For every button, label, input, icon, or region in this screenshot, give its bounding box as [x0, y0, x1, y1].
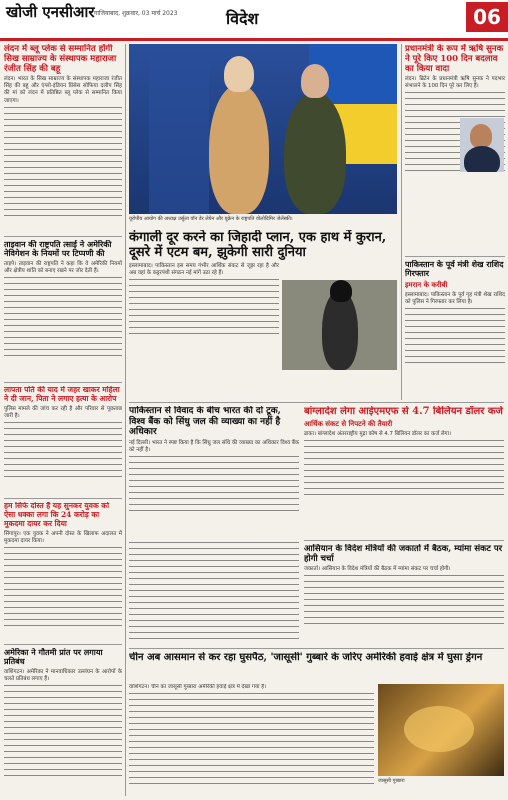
story-bangladesh [304, 406, 504, 536]
subheadline: इमरान के करीबी [405, 280, 448, 289]
story-body: वाशिंगटन। अमेरिका ने मानवाधिकार उल्लंघन के आरोपों के चलते प्रतिबंध लगाए हैं। [4, 668, 122, 683]
text-block [304, 440, 504, 500]
headline: लंदन में ब्लू प्लेक से सम्मानित होंगी सिख साम्राज्य के संस्थापक महाराजा रंजीत सिंह की बहू [4, 44, 117, 75]
photo-caption: यूरोपीय आयोग की अध्यक्ष उर्सुला वॉन डेर लेयेन और यूक्रेन के राष्ट्रपति वोलोदिमिर जेलेंस्की। [129, 216, 293, 222]
story-indus [129, 406, 299, 536]
divider [304, 540, 504, 541]
photo-leaders [129, 44, 397, 214]
photo-dragon [378, 684, 504, 776]
person-left [209, 84, 269, 214]
text-block [129, 456, 299, 516]
column-divider [401, 44, 402, 400]
dragon-caption: जासूसी गुब्बारा [378, 778, 405, 784]
story-body: पुलिस मामले की जांच कर रही है और परिवार से पूछताछ जारी है। [4, 405, 122, 419]
story-us-sanction [4, 648, 122, 796]
masthead [0, 0, 508, 41]
text-block [129, 279, 279, 339]
headline: ताइवान की राष्ट्रपति त्साई ने अमेरिकी नेविगेशन के नियमों पर टिप्पणी की [4, 240, 112, 259]
headline: पाकिस्तान से विवाद के बीच भारत की दो टूक, विश्व बैंक को सिंधु जल की व्याख्या का नहीं है अधिकार [129, 406, 281, 438]
story-china [129, 652, 504, 682]
divider [4, 498, 122, 499]
story-body: इस्लामाबाद। पाकिस्तान के पूर्व गृह मंत्री शेख राशिद को पुलिस ने गिरफ्तार कर लिया है। [405, 291, 505, 306]
story-body: लंदन। ब्रिटेन के प्रधानमंत्री ऋषि सुनक ने पदभार संभालने के 100 दिन पूरे कर लिए हैं। [405, 76, 505, 90]
headline: हम सिर्फ दोस्त हैं यह सुनकर युवक को ऐसा धक्का लगा कि 24 करोड़ का मुकदमा दायर कर दिया [4, 502, 110, 528]
story-body: सिंगापुर। एक युवक ने अपनी दोस्त के खिलाफ अदालत में मुकदमा दायर किया। [4, 530, 122, 544]
headline: बांग्लादेश लेगा आईएमएफ से 4.7 बिलियन डॉलर कर्ज [304, 406, 503, 417]
divider [4, 382, 122, 383]
person-right [284, 92, 346, 214]
story-body: ढाका। बांग्लादेश अंतरराष्ट्रीय मुद्रा कोष से 4.7 बिलियन डॉलर का कर्ज लेगा। [304, 430, 452, 437]
text-block [4, 547, 122, 627]
column-divider [125, 44, 126, 796]
photo-sunak [460, 118, 504, 172]
headline: आसियान के विदेश मंत्रियों की जकार्ता में बैठक, म्यांमा संकट पर होगी चर्चा [304, 544, 503, 565]
divider [129, 648, 504, 649]
text-block [4, 685, 122, 781]
text-block [4, 107, 122, 217]
divider [4, 236, 122, 237]
story-blue-plaque [4, 44, 122, 234]
dateline: गाजियाबाद, शुक्रवार, 03 मार्च 2023 [94, 10, 178, 17]
story-taiwan [4, 240, 122, 380]
story-woman [4, 386, 122, 496]
text-block [129, 542, 299, 642]
headline: प्रधानमंत्री के रूप में ऋषि सुनक ने पूरे किए 100 दिन बदलाव का किया वादा [405, 44, 504, 75]
subheadline: आर्थिक संकट से निपटने की तैयारी [304, 419, 393, 428]
text-block [405, 308, 505, 368]
headline: अमेरिका ने गौतमी प्रांत पर लगाया प्रतिबंध [4, 648, 103, 667]
story-body: इस्लामाबाद। पाकिस्तान इस समय गंभीर आर्थिक संकट से जूझ रहा है और अब वहां के कट्टरपंथी संगठन नई मांगें उठा रहे हैं। [129, 262, 279, 276]
story-lawsuit [4, 502, 122, 642]
story-indus-cont [129, 540, 299, 644]
person-right-head [301, 64, 329, 98]
divider [129, 402, 504, 403]
divider [4, 644, 122, 645]
divider [405, 256, 505, 257]
page-number: 06 [466, 2, 508, 32]
person-left-head [224, 56, 254, 92]
story-body: नई दिल्ली। भारत ने स्पष्ट किया है कि सिंधु जल संधि की व्याख्या का अधिकार विश्व बैंक को नहीं है। [129, 439, 299, 454]
story-china-body [129, 684, 374, 796]
headline: लापता पति की याद में जहर खाकर महिला ने दी जान, पिता ने लगाए हत्या के आरोप [4, 386, 120, 403]
story-sheikh-rashid [405, 260, 505, 400]
text-block [4, 422, 122, 482]
text-block [129, 693, 374, 789]
story-body: ताइपे। ताइवान की राष्ट्रपति ने कहा कि वे अमेरिकी नियमों और क्षेत्रीय शांति को बनाए रखने पर जोर देती हैं। [4, 260, 122, 275]
photo-militant [282, 280, 397, 370]
story-body: लंदन। भारत के सिख साम्राज्य के संस्थापक महाराजा रंजीत सिंह की बहू और एंग्लो-इंडियन प्रिंसेस सोफिया दलीप सिंह की मां को लंदन में प्रतिष्ठित ब्लू प्लेक से सम्मानित किया जाएगा। [4, 76, 122, 104]
headline: चीन अब आसमान से कर रहा घुसपैठ, 'जासूसी' गुब्बारे के जरिए अमेरिकी हवाई क्षेत्र में घुसा ड्रेगन [129, 652, 483, 663]
main-headline: कंगाली दूर करने का जिहादी प्लान, एक हाथ में कुरान, दूसरे में एटम बम, झुकेगी सारी दुनिया [129, 230, 387, 261]
brand-name: खोजी एनसीआर [6, 3, 95, 21]
story-asean [304, 544, 504, 644]
text-block [304, 575, 504, 625]
headline: पाकिस्तान के पूर्व मंत्री शेख राशिद गिरफ्तार [405, 260, 504, 279]
text-block [4, 277, 122, 357]
section-title: विदेश [226, 9, 259, 28]
story-body: वाशिंगटन। चीन का जासूसी गुब्बारा अमेरिकी हवाई क्षेत्र में देखा गया है। [129, 684, 267, 690]
story-body: जकार्ता। आसियान के विदेश मंत्रियों की बैठक में म्यांमा संकट पर चर्चा होगी। [304, 566, 451, 573]
